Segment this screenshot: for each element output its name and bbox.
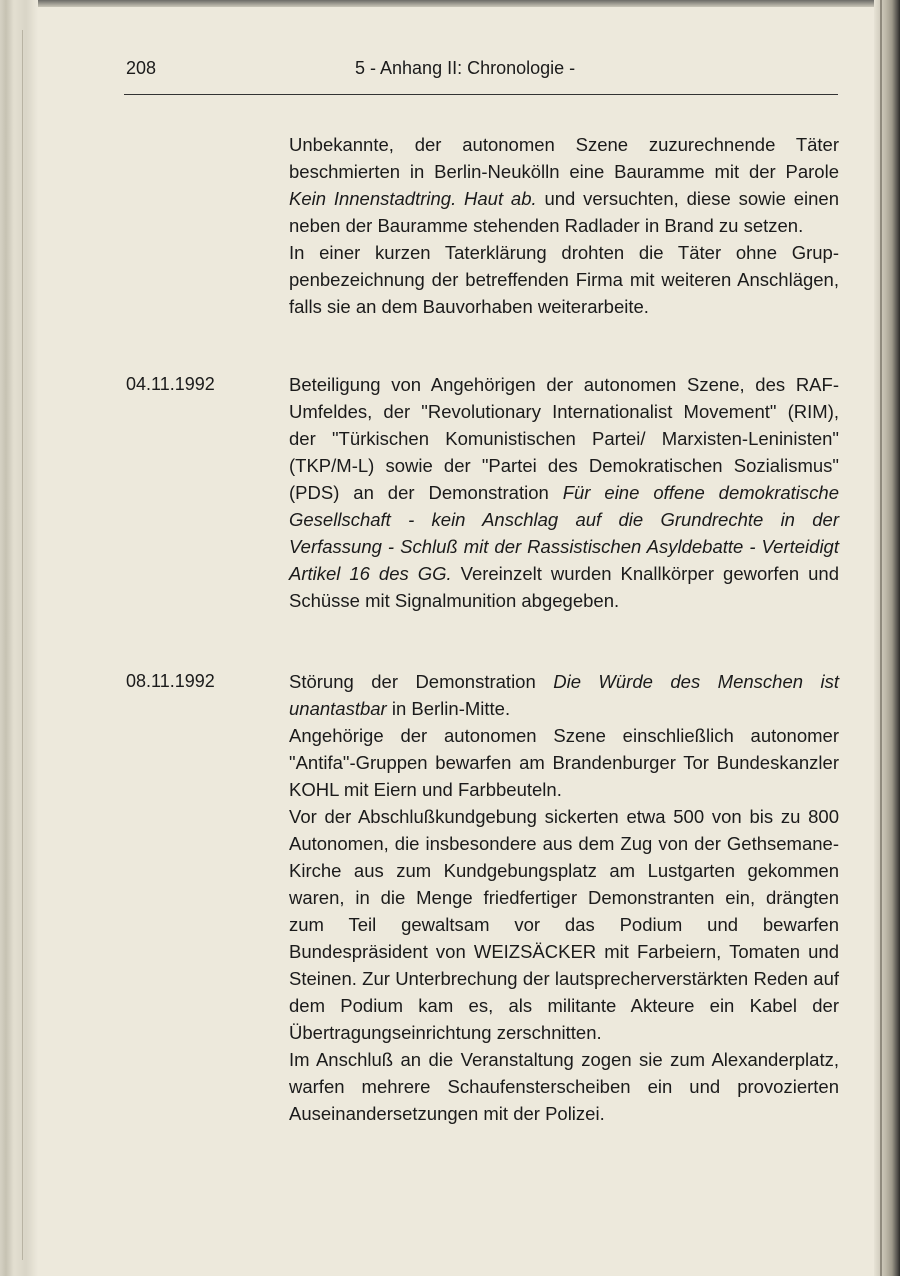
italic-title: Für eine offene demokratische Gesellschaft - kein Anschlag auf die Grundrechte in der Verfassung - Schluß mit der Rassistischen Asyldebatte - Verteidigt Artikel 16 des GG. [289, 482, 839, 584]
text-run: Vereinzelt wurden Knallkörper geworfen und Schüsse mit Signalmunition abgegeben. [289, 563, 839, 611]
text-run: In einer kurzen Taterklärung drohten die Täter ohne Gruppenbezeichnung der betreffenden Firma mit weiteren Anschlägen, falls sie an dem Bauvorhaben weiterarbeite. [289, 242, 839, 317]
page-number: 208 [126, 58, 157, 78]
italic-title: Die Würde des Menschen ist unantastbar [289, 671, 839, 719]
running-head: 5 - Anhang II: Chronologie - [355, 58, 576, 78]
paragraph [289, 668, 839, 722]
paragraph [289, 371, 839, 614]
text-run: Angehörige der autonomen Szene einschließlich autonomer "Antifa"-Gruppen bewarfen am Brandenburger Tor Bundeskanzler KOHL mit Eiern und Farbbeuteln. [289, 725, 839, 800]
entry-text [289, 668, 839, 1127]
paragraph [289, 722, 839, 803]
binding-line [22, 30, 23, 1260]
entry-text-continued [289, 131, 839, 320]
paragraph [289, 1046, 839, 1127]
text-run: Beteiligung von Angehörigen der autonomen Szene, des RAF-Umfeldes, der "Revolutionary Internationalist Movement" (RIM), der "Türkischen Komunistischen Partei/ Marxisten-Leninisten" (TKP/M-L) sowie der "Partei des Demokratischen Sozialismus" (PDS) an der Demonstration [289, 374, 839, 503]
text-run: Vor der Abschlußkundgebung sickerten etwa 500 von bis zu 800 Autonomen, die insbesondere aus dem Zug von der Gethsemane-Kirche aus zum Kundgebungsplatz am Lustgarten gekommen waren, in die Menge friedfertiger Demonstranten ein, drängten zum Teil gewaltsam vor das Podium und bewarfen Bundespräsident von WEIZSÄCKER mit Farbeiern, Tomaten und Steinen. Zur Unterbrechung der lautsprecherverstärkten Reden auf dem Podium kam es, als militante Akteure ein Kabel der Übertragungseinrichtung zerschnitten. [289, 806, 839, 1043]
paragraph [289, 803, 839, 1046]
text-run: Störung der Demonstration [289, 671, 554, 692]
italic-title: Kein Innenstadtring. Haut ab. [289, 188, 537, 209]
entry-date: 08.11.1992 [126, 671, 215, 691]
page-right-edge [874, 0, 900, 1276]
text-run: Unbekannte, der autonomen Szene zuzurechnende Täter beschmierten in Berlin-Neukölln eine Bauramme mit der Parole [289, 134, 839, 182]
scan-top-edge [0, 0, 900, 7]
text-run: in Berlin-Mitte. [386, 698, 511, 719]
entry-date: 04.11.1992 [126, 374, 215, 394]
text-run: Im Anschluß an die Veranstaltung zogen sie zum Alexanderplatz, warfen mehrere Schaufensterscheiben ein und provozierten Auseinandersetzungen mit der Polizei. [289, 1049, 839, 1124]
text-run: und versuchten, diese sowie einen neben der Bauramme stehenden Radlader in Brand zu setzen. [289, 188, 839, 236]
page-right-stripe [880, 0, 882, 1276]
paragraph [289, 131, 839, 239]
book-binding-edge [0, 0, 38, 1276]
paragraph [289, 239, 839, 320]
header-rule [124, 94, 838, 95]
entry-text [289, 371, 839, 614]
